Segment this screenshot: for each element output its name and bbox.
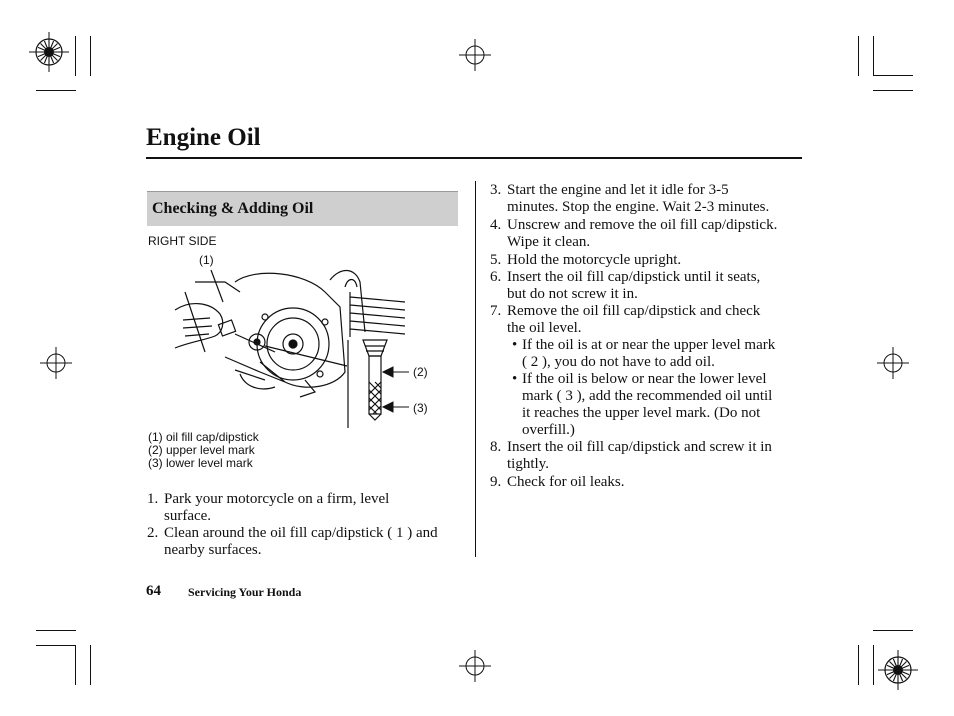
registration-crosshair bbox=[459, 650, 491, 682]
step-number: 6. bbox=[490, 269, 502, 285]
column-divider bbox=[475, 181, 476, 557]
registration-starburst bbox=[29, 32, 69, 72]
step-item bbox=[147, 491, 467, 525]
registration-crosshair bbox=[877, 347, 909, 379]
bullet-item bbox=[512, 371, 812, 439]
step-text: Remove the oil fill cap/dipstick and check the oil level. bbox=[507, 303, 761, 336]
step-number: 3. bbox=[490, 182, 502, 198]
step-item bbox=[490, 269, 810, 303]
bullet-dot: • bbox=[512, 371, 518, 387]
callout-2-label: (2) bbox=[413, 365, 428, 379]
step-number: 2. bbox=[147, 525, 159, 541]
step-number: 5. bbox=[490, 252, 502, 268]
title-rule bbox=[146, 157, 802, 159]
legend-item: (2) upper level mark bbox=[148, 443, 255, 457]
callout-1-label: (1) bbox=[199, 253, 214, 267]
step-text: Hold the motorcycle upright. bbox=[507, 252, 682, 268]
step-item bbox=[490, 439, 810, 473]
step-item bbox=[490, 303, 810, 337]
step-number: 4. bbox=[490, 217, 502, 233]
step-text: Check for oil leaks. bbox=[507, 474, 625, 490]
step-number: 8. bbox=[490, 439, 502, 455]
section-heading: Checking & Adding Oil bbox=[152, 200, 314, 217]
page-title: Engine Oil bbox=[146, 124, 261, 151]
step-text: Park your motorcycle on a firm, level surface. bbox=[164, 491, 390, 524]
step-text: Start the engine and let it idle for 3-5 minutes. Stop the engine. Wait 2-3 minutes. bbox=[507, 182, 770, 215]
step-text: Insert the oil fill cap/dipstick until it seats, but do not screw it in. bbox=[507, 269, 761, 302]
step-text: Unscrew and remove the oil fill cap/dipstick. Wipe it clean. bbox=[507, 217, 778, 250]
registration-crosshair bbox=[40, 347, 72, 379]
legend-item: (1) oil fill cap/dipstick bbox=[148, 430, 259, 444]
figure-caption: RIGHT SIDE bbox=[148, 234, 217, 248]
page-number: 64 bbox=[146, 583, 161, 599]
step-number: 9. bbox=[490, 474, 502, 490]
figure-legend bbox=[148, 431, 259, 470]
step-number: 7. bbox=[490, 303, 502, 319]
step-text: Clean around the oil fill cap/dipstick ( 1 ) and nearby surfaces. bbox=[164, 525, 438, 558]
step-item bbox=[490, 474, 810, 491]
step-item bbox=[147, 525, 467, 559]
bullet-dot: • bbox=[512, 337, 518, 353]
bullet-item bbox=[512, 337, 812, 371]
registration-starburst bbox=[878, 650, 918, 690]
step-text: Insert the oil fill cap/dipstick and screw it in tightly. bbox=[507, 439, 772, 472]
registration-crosshair bbox=[459, 39, 491, 71]
step-item bbox=[490, 182, 810, 216]
legend-item: (3) lower level mark bbox=[148, 456, 253, 470]
step-item bbox=[490, 217, 810, 251]
step-number: 1. bbox=[147, 491, 159, 507]
bullet-text: If the oil is below or near the lower level mark ( 3 ), add the recommended oil until it reaches the upper level mark. (Do not overfill.) bbox=[522, 371, 773, 438]
callout-3-label: (3) bbox=[413, 401, 428, 415]
bullet-text: If the oil is at or near the upper level mark ( 2 ), you do not have to add oil. bbox=[522, 337, 776, 370]
footer-section: Servicing Your Honda bbox=[188, 585, 302, 599]
engine-illustration bbox=[165, 262, 435, 430]
step-item bbox=[490, 252, 810, 269]
